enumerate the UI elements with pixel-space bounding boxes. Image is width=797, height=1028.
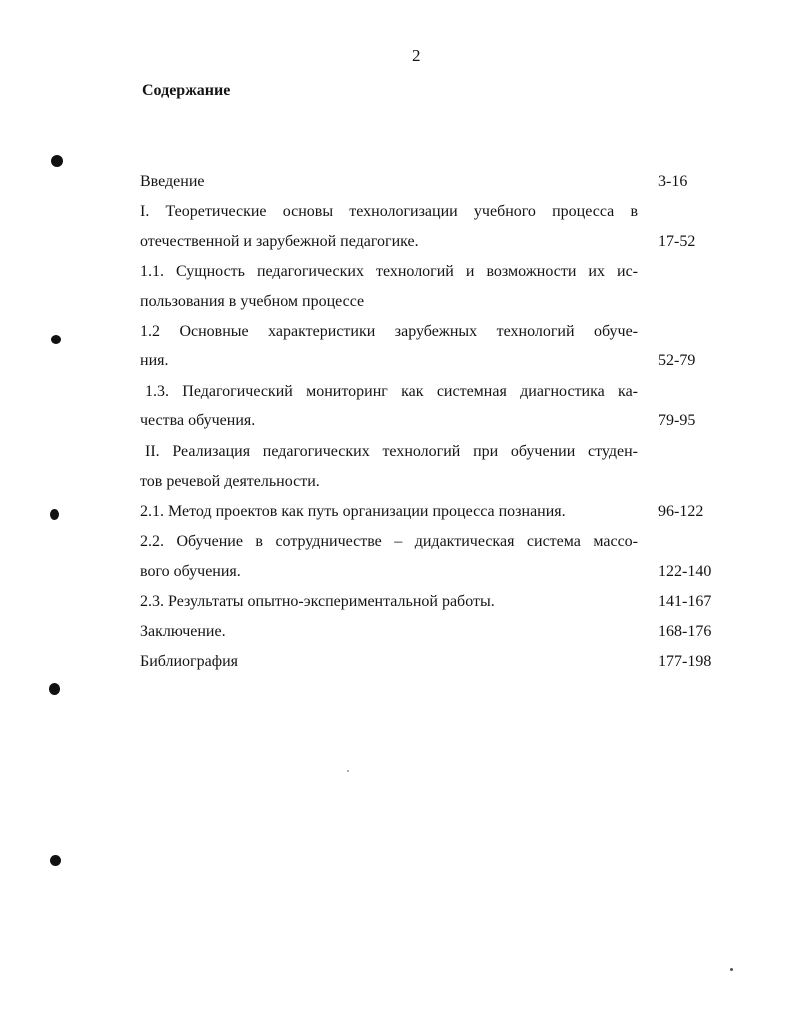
toc-entry-1-1-line2: пользования в учебном процессе xyxy=(140,293,365,310)
toc-entry-1-1-line1: 1.1. Сущность педагогических технологий и возможности их ис- xyxy=(140,263,638,280)
toc-entry-ch2-line1: II. Реализация педагогических технологий при обучении студен- xyxy=(145,443,638,460)
toc-page-1-3: 79-95 xyxy=(658,412,696,429)
punch-hole-mark xyxy=(49,683,60,695)
punch-hole-mark xyxy=(50,855,61,866)
toc-entry-2-2-line2: вого обучения. xyxy=(140,563,241,580)
contents-heading: Содержание xyxy=(142,82,231,99)
toc-entry-1-3-line1: 1.3. Педагогический мониторинг как системная диагностика ка- xyxy=(145,383,638,400)
toc-page-2-2: 122-140 xyxy=(658,563,712,580)
toc-entry-2-3: 2.3. Результаты опытно-экспериментальной работы. xyxy=(140,593,495,610)
toc-page-ch1: 17-52 xyxy=(658,233,696,250)
toc-entry-1-2-line2: ния. xyxy=(140,352,169,369)
punch-hole-mark xyxy=(51,155,63,167)
toc-entry-2-2-line1: 2.2. Обучение в сотрудничестве – дидактическая система массо- xyxy=(140,533,638,550)
toc-page-1-2: 52-79 xyxy=(658,352,696,369)
toc-entry-2-1: 2.1. Метод проектов как путь организации процесса познания. xyxy=(140,503,566,520)
toc-page-2-3: 141-167 xyxy=(658,593,712,610)
punch-hole-mark xyxy=(51,335,61,344)
toc-entry-conclusion: Заключение. xyxy=(140,623,226,640)
punch-hole-mark xyxy=(50,509,59,520)
page-number: 2 xyxy=(412,46,421,65)
toc-entry-bibliography: Библиография xyxy=(140,653,238,670)
scan-speck xyxy=(730,968,733,971)
toc-page-bibliography: 177-198 xyxy=(658,653,712,670)
toc-page-intro: 3-16 xyxy=(658,173,688,190)
toc-entry-ch2-line2: тов речевой деятельности. xyxy=(140,473,320,490)
toc-entry-ch1-line1: I. Теоретические основы технологизации учебного процесса в xyxy=(140,203,638,220)
toc-page-conclusion: 168-176 xyxy=(658,623,712,640)
toc-entry-1-2-line1: 1.2 Основные характеристики зарубежных технологий обуче- xyxy=(140,323,638,340)
toc-entry-1-3-line2: чества обучения. xyxy=(140,412,256,429)
toc-entry-ch1-line2: отечественной и зарубежной педагогике. xyxy=(140,233,419,250)
scan-speck xyxy=(347,770,349,772)
toc-entry-intro: Введение xyxy=(140,173,205,190)
toc-page-2-1: 96-122 xyxy=(658,503,704,520)
